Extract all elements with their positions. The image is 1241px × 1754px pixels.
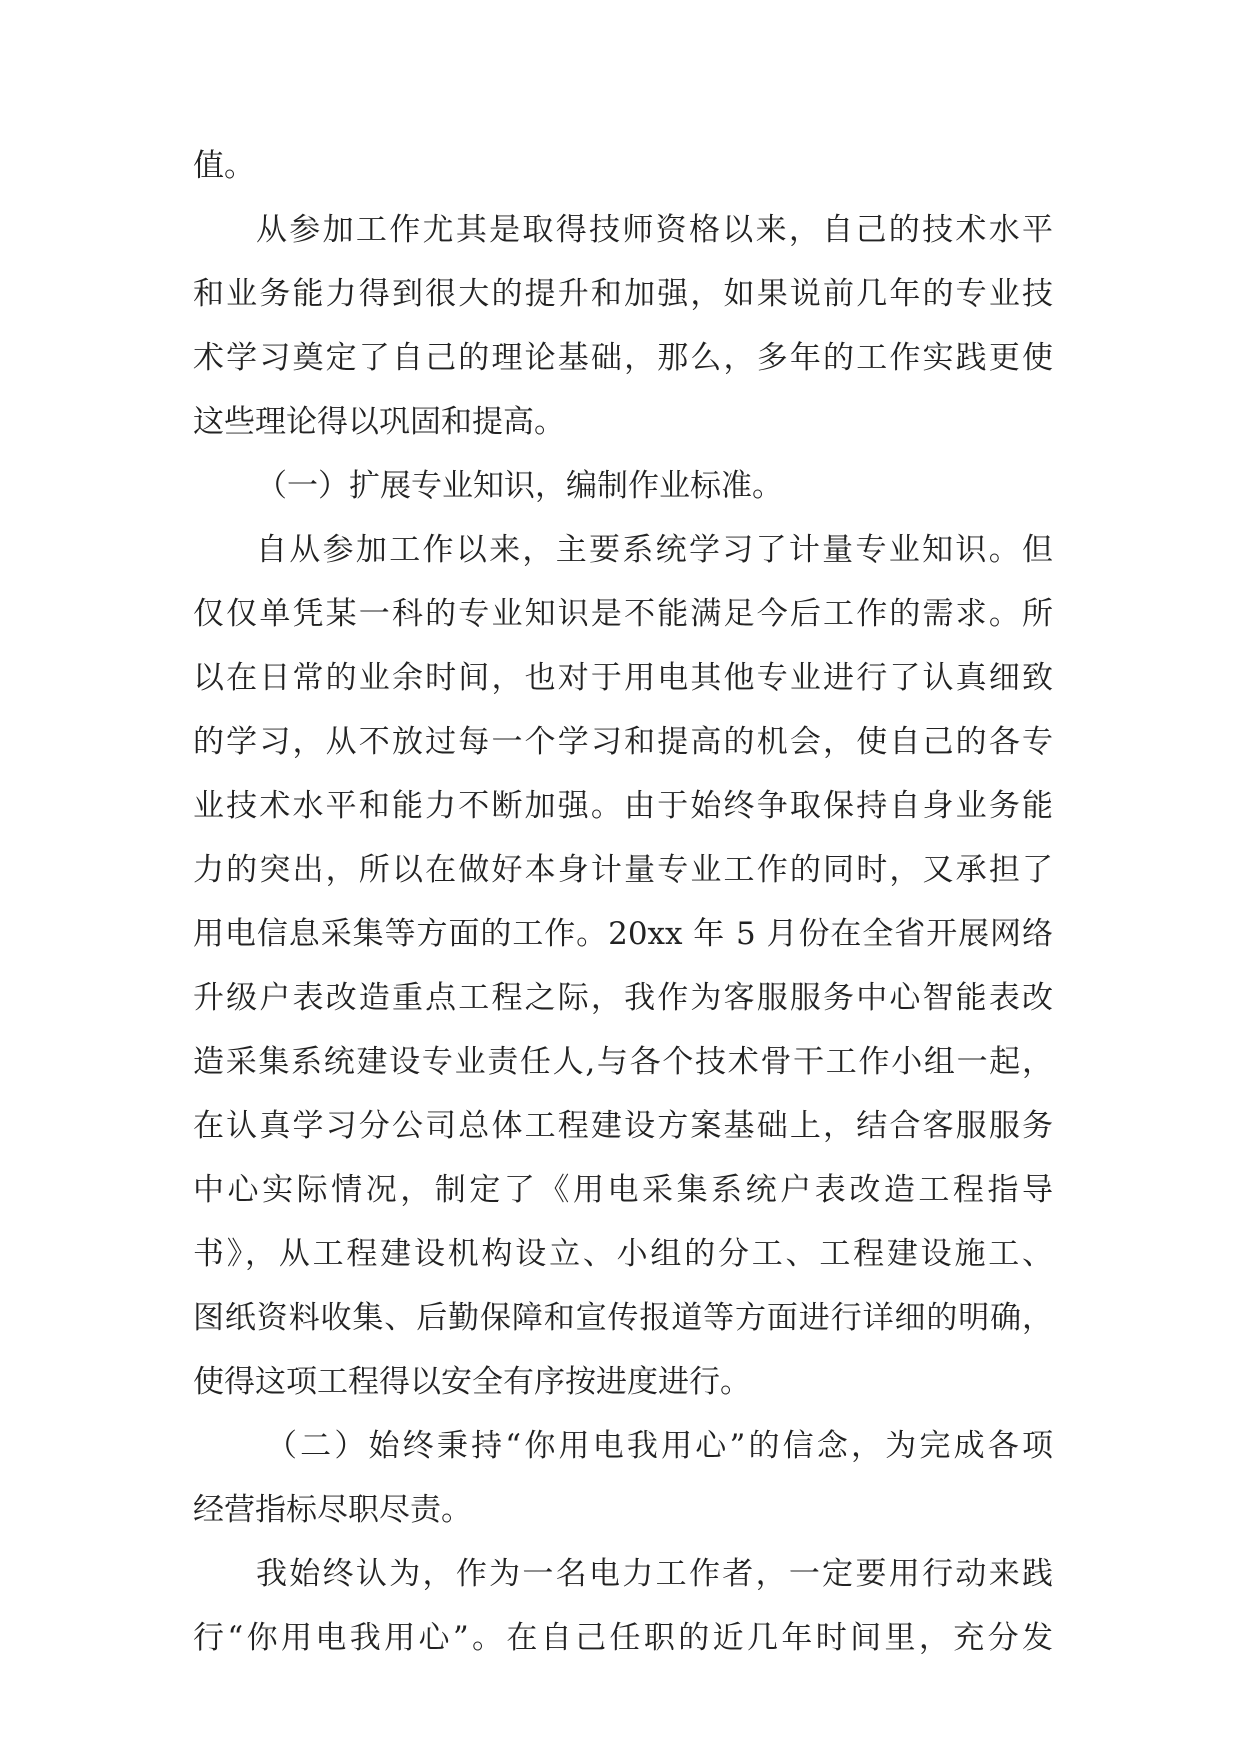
text-line: 中心实际情况，制定了《用电采集系统户表改造工程指导 — [193, 1172, 1053, 1208]
text-line: 业技术水平和能力不断加强。由于始终争取保持自身业务能 — [193, 788, 1053, 824]
text-line: 的学习，从不放过每一个学习和提高的机会，使自己的各专 — [193, 724, 1053, 760]
text-line: 以在日常的业余时间，也对于用电其他专业进行了认真细致 — [193, 660, 1053, 696]
text-line: 和业务能力得到很大的提升和加强，如果说前几年的专业技 — [193, 276, 1053, 312]
paragraph-first-line: 我始终认为，作为一名电力工作者，一定要用行动来践 — [256, 1556, 1053, 1592]
text-line: 力的突出，所以在做好本身计量专业工作的同时，又承担了 — [193, 852, 1053, 888]
text-line: 使得这项工程得以安全有序按进度进行。 — [193, 1364, 751, 1400]
paragraph-first-line: 从参加工作尤其是取得技师资格以来，自己的技术水平 — [256, 212, 1053, 248]
text-line: 术学习奠定了自己的理论基础，那么，多年的工作实践更使 — [193, 340, 1053, 376]
text-line: 书》，从工程建设机构设立、小组的分工、工程建设施工、 — [193, 1236, 1053, 1272]
text-line: 升级户表改造重点工程之际，我作为客服服务中心智能表改 — [193, 980, 1053, 1016]
paragraph-first-line: 自从参加工作以来，主要系统学习了计量专业知识。但 — [256, 532, 1053, 568]
text-line: 造采集系统建设专业责任人,与各个技术骨干工作小组一起， — [193, 1044, 1053, 1080]
text-line: 在认真学习分公司总体工程建设方案基础上，结合客服服务 — [193, 1108, 1053, 1144]
text-line: 这些理论得以巩固和提高。 — [193, 404, 565, 440]
text-line: 仅仅单凭某一科的专业知识是不能满足今后工作的需求。所 — [193, 596, 1053, 632]
section-heading-2-cont: 经营指标尽职尽责。 — [193, 1492, 472, 1528]
section-heading-1: （一）扩展专业知识，编制作业标准。 — [256, 468, 783, 504]
section-heading-2: （二）始终秉持“你用电我用心”的信念，为完成各项 — [266, 1428, 1053, 1464]
text-line: 用电信息采集等方面的工作。20xx 年 5 月份在全省开展网络 — [193, 916, 1053, 952]
text-line: 行“你用电我用心”。在自己任职的近几年时间里，充分发 — [193, 1620, 1053, 1656]
text-line: 值。 — [193, 148, 255, 184]
text-line: 图纸资料收集、后勤保障和宣传报道等方面进行详细的明确， — [193, 1300, 1053, 1336]
